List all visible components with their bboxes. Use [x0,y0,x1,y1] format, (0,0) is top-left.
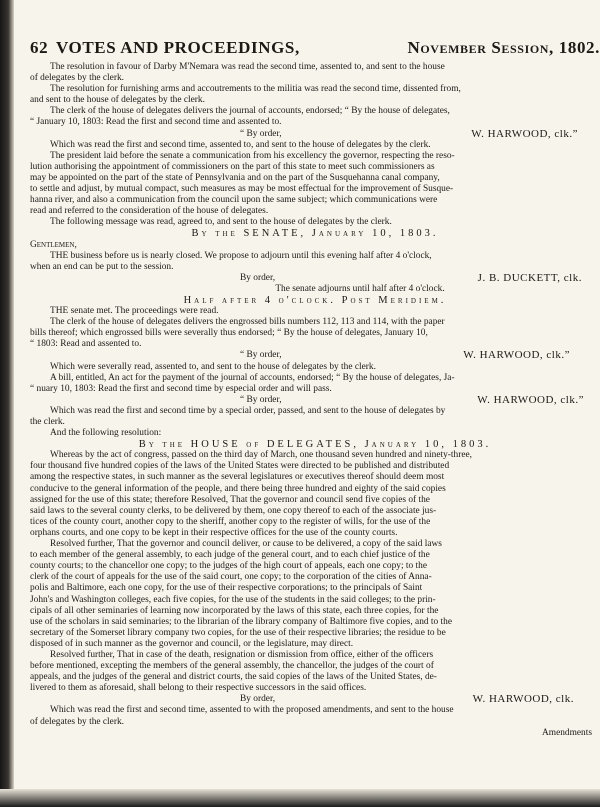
text-line: assigned for the use of this state; therefore Resolved, That the governor and council send five copies of the [30,494,430,505]
text-line: read and referred to the consideration of the house of delegates. [30,206,269,217]
text-line: hanna river, and also a communication from the council upon the same subject; which communications were [30,195,438,206]
header-session: November Session, 1802. [407,38,600,57]
text-line: before mentioned, excepting the members of the general assembly, the chancellor, the judges of the court of [30,661,434,672]
text-line: may be appointed on the part of the state of Pennsylvania and on the part of the Susquehanna canal company, [30,172,440,183]
text-line: “ nuary 10, 1803: Read the first and second time by especial order and will pass. [30,383,332,394]
text-line: The clerk of the house of delegates delivers the journal of accounts, endorsed; “ By the house of delegates, [50,106,450,117]
text-line: tices of the county court, another copy to the sheriff, another copy to the register of wills, for the use of the [30,516,431,527]
text-line: The resolution for furnishing arms and accoutrements to the militia was read the second time, dissented from, [50,84,461,95]
text-line: cipals of all other seminaries of learning now incorporated by the laws of this state, each three copies, for the [30,605,439,616]
text-line: lution authorising the appointment of commissioners on the part of this state to meet such commissioners as [30,161,435,172]
by-order-text: “ By order, [240,128,282,139]
signature-line [30,395,600,406]
by-order-text: By order, [240,272,276,283]
header-title: VOTES AND PROCEEDINGS, [56,38,300,57]
text-line: Which were severally read, assented to, and sent to the house of delegates by the clerk. [50,361,376,372]
text-line: The resolution in favour of Darby M'Nemara was read the second time, assented to, and sent to the house [50,62,445,72]
text-line: to each member of the general assembly, to each judge of the general court, and to each chief justice of the [30,550,430,561]
clerk-signature: J. B. DUCKETT, clk. [477,271,582,284]
by-order-text: “ By order, [240,394,282,405]
text-line: polis and Baltimore, each one copy, for the use of their respective corporations; to the principals of Saint [30,583,423,594]
text-line: four thousand five hundred copies of the laws of the United States were directed to be published and distributed [30,461,450,472]
text-line: secretary of the Somerset library company two copies, for the use of their respective libraries; the residue to be [30,627,446,638]
signature-line [30,273,600,284]
section-heading: By the SENATE, January 10, 1803. [191,228,439,240]
salutation: Gentlemen, [30,239,77,250]
text-line: said laws to the several county clerks, to be delivered by them, one copy thereof to each of the associate jus- [30,505,437,516]
text-line: conducive to the general information of the people, and there being three hundred and eighty of the said copies [30,483,446,494]
page-content [30,38,600,739]
text-line: clerk of the court of appeals for the use of the said court, one copy; to the corporation of the cities of Anna- [30,572,432,583]
text-line: Which was read the first and second time, assented to with the proposed amendments, and sent to the house [50,705,454,716]
text-line: disposed of in such manner as the governor and council, or the legislature, may direct. [30,638,354,649]
text-line: orphans courts, and one copy to be kept in their respective offices for the use of the county courts. [30,527,398,538]
by-order-text: “ By order, [240,350,282,361]
text-line: Which was read the first and second time, assented to, and sent to the house of delegates by the clerk. [50,139,431,150]
by-order-text: By order, [240,694,276,705]
text-line: Which was read the first and second time by a special order, passed, and sent to the house of delegates by [50,405,446,416]
catchword: Amendments [542,727,592,738]
signature-line [30,350,600,361]
text-line: among the respective states, in such manner as the several legislatures or executives thereof should deem most [30,472,445,483]
text-line: John's and Washington colleges, each five copies, for the use of the students in the said colleges; to the prin- [30,594,436,605]
text-line: THE senate met. The proceedings were read. [50,306,219,317]
text-line: bills thereof; which engrossed bills were severally thus endorsed; “ By the house of delegates, January 10, [30,328,428,339]
centered-note: The senate adjourns until half after 4 o'clock. [275,283,445,294]
text-line: “ January 10, 1803: Read the first and second time and assented to. [30,117,282,128]
running-header [30,38,600,62]
text-line: when an end can be put to the session. [30,261,174,272]
clerk-signature: W. HARWOOD, clk.” [471,127,578,140]
clerk-signature: W. HARWOOD, clk. [472,693,574,706]
text-line: appeals, and the judges of the general and district courts, the said copies of the laws of the United States, de- [30,672,437,683]
text-line: to settle and adjust, by mutual compact, such measures as may be most effectual for the improvement of Susque- [30,184,454,195]
text-line: county courts; to the chancellor one copy; to the judges of the high court of appeals, each one copy; to the [30,561,428,572]
clerk-signature: W. HARWOOD, clk.” [463,349,570,362]
page-number: 62 [30,38,49,57]
text-line: and sent to the house of delegates by the clerk. [30,95,205,106]
text-line: The president laid before the senate a communication from his excellency the governor, respecting the reso- [50,150,455,161]
page-binding-shadow [0,0,14,807]
signature-line [30,129,600,140]
text-line: of delegates by the clerk. [30,716,124,727]
signature-line [30,694,600,705]
page-bottom-shadow [0,789,600,807]
text-line: The following message was read, agreed to, and sent to the house of delegates by the clerk. [50,217,392,228]
text-line: “ 1803: Read and assented to. [30,339,142,350]
text-line: Whereas by the act of congress, passed on the third day of March, one thousand seven hundred and ninety-three, [50,450,472,461]
text-line: THE business before us is nearly closed. We propose to adjourn until this evening half after 4 o'clock, [50,250,432,261]
text-line: of delegates by the clerk. [30,73,124,84]
text-line: The clerk of the house of delegates delivers the engrossed bills numbers 112, 113 and 114, with the paper [50,317,445,328]
text-line: use of the scholars in said seminaries; to the librarian of the library company of Baltimore five copies, and to the [30,616,453,627]
clerk-signature: W. HARWOOD, clk.” [477,393,584,406]
text-line: Resolved further, That the governor and council deliver, or cause to be delivered, a copy of the said laws [50,539,442,550]
section-heading: Half after 4 o'clock. Post Meridiem. [183,294,447,306]
document-body [30,62,600,739]
text-line: A bill, entitled, An act for the payment of the journal of accounts, endorsed; “ By the house of delegates, Ja- [50,372,455,383]
text-line: livered to them as aforesaid, shall belong to their respective successors in the said offices. [30,683,367,694]
text-line: And the following resolution: [50,428,162,439]
text-line: the clerk. [30,417,65,427]
text-line: Resolved further, That in case of the death, resignation or dismission from office, either of the officers [50,649,434,660]
section-heading: By the HOUSE of DELEGATES, January 10, 1803. [138,439,492,451]
